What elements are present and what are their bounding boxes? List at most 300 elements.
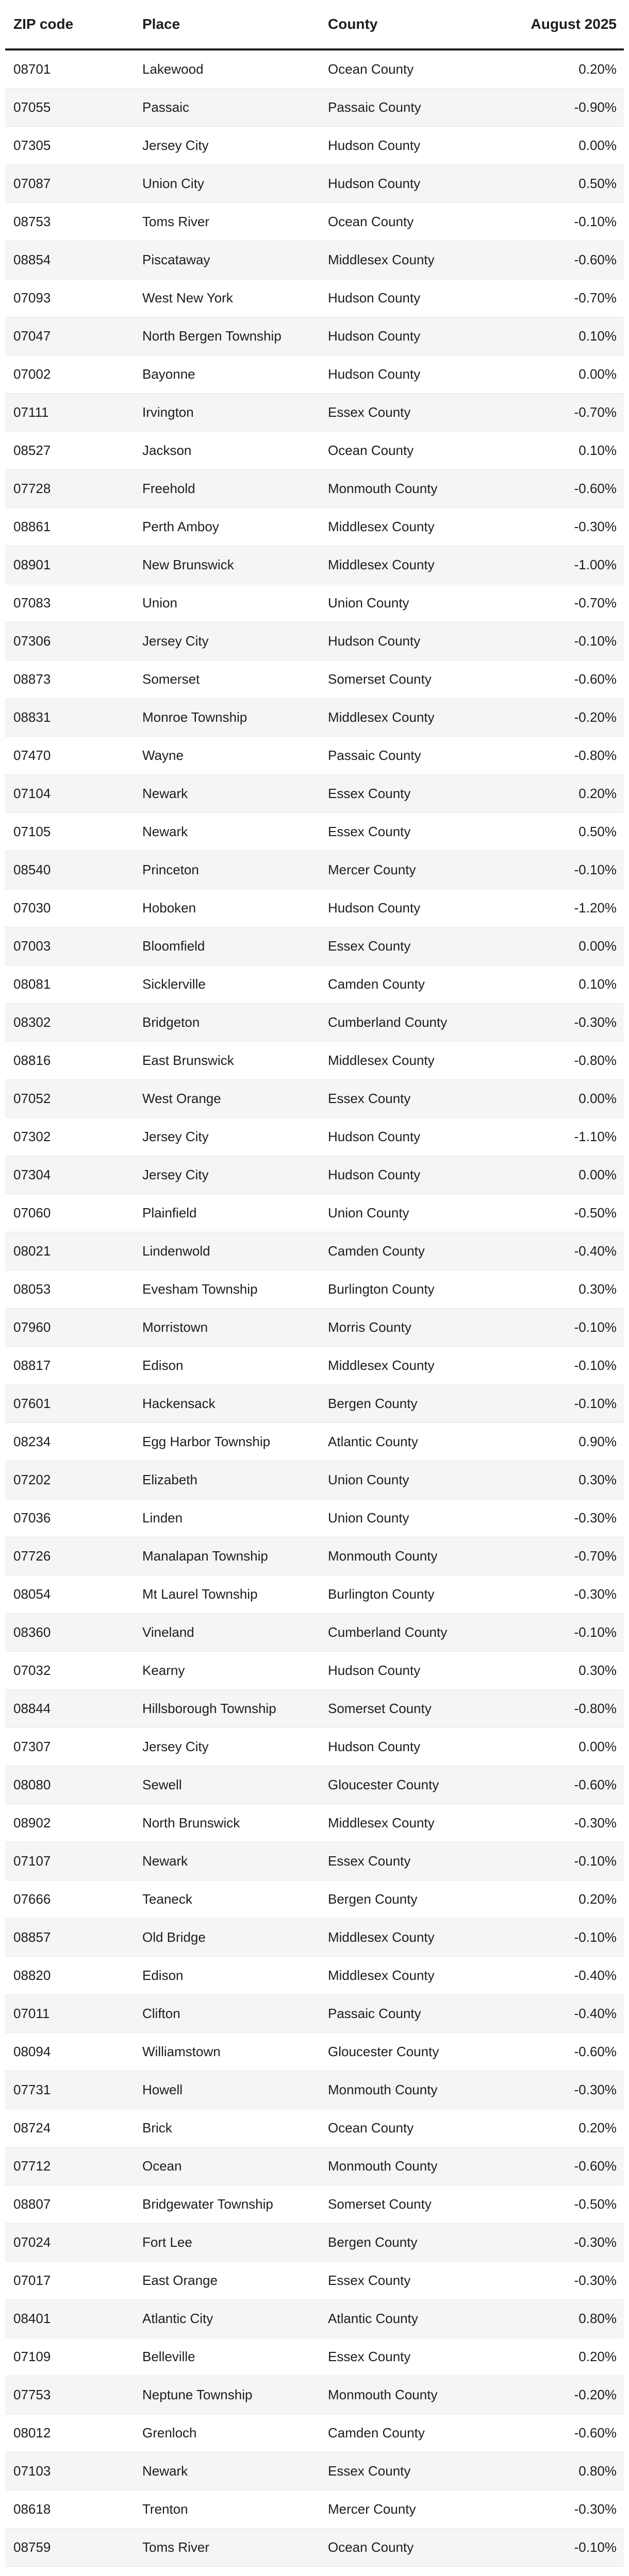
table-row	[5, 432, 624, 470]
value-cell: -0.10%	[574, 633, 617, 649]
table-row	[5, 1804, 624, 1842]
table-row	[5, 2452, 624, 2490]
zip-cell: 07087	[13, 176, 51, 191]
place-cell: Atlantic City	[142, 2311, 213, 2326]
county-cell: Somerset County	[328, 671, 432, 687]
data-table	[5, 0, 624, 2576]
zip-cell: 08901	[13, 557, 51, 572]
place-cell: Trenton	[142, 2501, 188, 2517]
place-cell: Elizabeth	[142, 1472, 197, 1487]
zip-cell: 08302	[13, 1014, 51, 1030]
county-cell: Monmouth County	[328, 2387, 438, 2402]
place-cell: Hoboken	[142, 900, 196, 916]
zip-cell: 08831	[13, 709, 51, 725]
county-cell: Essex County	[328, 1091, 411, 1106]
zip-cell: 07052	[13, 1091, 51, 1106]
place-cell: Sewell	[142, 1777, 182, 1792]
zip-cell: 07104	[13, 786, 51, 801]
zip-cell: 07202	[13, 1472, 51, 1487]
table-row	[5, 2185, 624, 2224]
county-cell: Atlantic County	[328, 1434, 418, 1449]
county-cell: Passaic County	[328, 748, 421, 763]
table-row	[5, 660, 624, 699]
county-cell: Monmouth County	[328, 2158, 438, 2174]
value-cell: 0.10%	[578, 328, 617, 344]
table-row	[5, 889, 624, 927]
county-cell: Gloucester County	[328, 2044, 439, 2059]
county-cell: Essex County	[328, 938, 411, 954]
table-row	[5, 813, 624, 851]
value-cell: 0.20%	[578, 2120, 617, 2136]
zip-cell: 07111	[13, 404, 49, 420]
county-cell: Ocean County	[328, 61, 414, 77]
table-row	[5, 2338, 624, 2376]
place-cell: North Brunswick	[142, 1815, 240, 1831]
value-cell: 0.30%	[578, 1281, 617, 1297]
county-cell: Burlington County	[328, 1586, 435, 1602]
zip-cell: 07305	[13, 138, 51, 153]
county-cell: Mercer County	[328, 2501, 416, 2517]
value-cell: -0.10%	[574, 1624, 617, 1640]
zip-cell: 08360	[13, 1624, 51, 1640]
value-cell: -0.30%	[574, 1014, 617, 1030]
value-cell: -0.80%	[574, 748, 617, 763]
table-row	[5, 1347, 624, 1385]
zip-cell: 07304	[13, 1167, 51, 1182]
value-cell: 0.30%	[578, 1472, 617, 1487]
table-row	[5, 1575, 624, 1614]
table-row	[5, 2147, 624, 2185]
zip-cell: 07036	[13, 1510, 51, 1526]
zip-cell: 07107	[13, 1853, 51, 1869]
value-cell: -0.60%	[574, 2425, 617, 2441]
county-cell: Essex County	[328, 2463, 411, 2479]
county-cell: Hudson County	[328, 1739, 421, 1754]
zip-cell: 08618	[13, 2501, 51, 2517]
place-cell: West Orange	[142, 1091, 221, 1106]
zip-cell: 07728	[13, 481, 51, 496]
place-cell: Howell	[142, 2082, 183, 2097]
county-cell: Ocean County	[328, 2120, 414, 2136]
header-place[interactable]: Place	[142, 16, 180, 32]
table-header	[5, 0, 624, 50]
table-row	[5, 1309, 624, 1347]
value-cell: -0.80%	[574, 1053, 617, 1068]
place-cell: Freehold	[142, 481, 195, 496]
zip-cell: 07083	[13, 595, 51, 611]
zip-cell: 08759	[13, 2539, 51, 2555]
value-cell: 0.00%	[578, 1167, 617, 1182]
table-row	[5, 2109, 624, 2147]
value-cell: 0.80%	[578, 2463, 617, 2479]
place-cell: Manalapan Township	[142, 1548, 268, 1564]
county-cell: Hudson County	[328, 1663, 421, 1678]
zip-cell: 08701	[13, 61, 51, 77]
table-row	[5, 927, 624, 965]
value-cell: -0.70%	[574, 595, 617, 611]
zip-cell: 08724	[13, 2120, 51, 2136]
county-cell: Passaic County	[328, 99, 421, 115]
county-cell: Hudson County	[328, 900, 421, 916]
table-row	[5, 2033, 624, 2071]
place-cell: Jersey City	[142, 138, 209, 153]
zip-cell: 07302	[13, 1129, 51, 1144]
table-row	[5, 317, 624, 355]
place-cell: Fort Lee	[142, 2234, 192, 2250]
table-row	[5, 1232, 624, 1270]
table-row	[5, 1499, 624, 1537]
place-cell: Ocean	[142, 2158, 182, 2174]
value-cell: 0.50%	[578, 824, 617, 839]
place-cell: Jersey City	[142, 1129, 209, 1144]
table-row	[5, 1042, 624, 1080]
place-cell: Edison	[142, 1358, 184, 1373]
county-cell: Monmouth County	[328, 1548, 438, 1564]
value-cell: 0.00%	[578, 1091, 617, 1106]
zip-cell: 07306	[13, 633, 51, 649]
table-row	[5, 2414, 624, 2452]
table-row	[5, 2376, 624, 2414]
zip-cell: 07003	[13, 938, 51, 954]
place-cell: Sicklerville	[142, 976, 206, 992]
county-cell: Monmouth County	[328, 481, 438, 496]
place-cell: Hackensack	[142, 1396, 216, 1411]
table-row	[5, 2224, 624, 2262]
table-row	[5, 1880, 624, 1919]
value-cell: -0.30%	[574, 2234, 617, 2250]
zip-cell: 07002	[13, 366, 51, 382]
county-cell: Union County	[328, 1472, 409, 1487]
place-cell: Irvington	[142, 404, 194, 420]
county-cell: Camden County	[328, 1243, 425, 1259]
value-cell: 0.20%	[578, 2349, 617, 2364]
place-cell: Toms River	[142, 214, 210, 229]
county-cell: Gloucester County	[328, 1777, 439, 1792]
county-cell: Essex County	[328, 404, 411, 420]
place-cell: Plainfield	[142, 1205, 197, 1221]
zip-cell: 07470	[13, 748, 51, 763]
place-cell: Jackson	[142, 443, 192, 458]
table-row	[5, 1537, 624, 1575]
value-cell: -0.30%	[574, 1586, 617, 1602]
county-cell: Cumberland County	[328, 1624, 448, 1640]
table-row	[5, 1194, 624, 1232]
value-cell: -0.10%	[574, 1358, 617, 1373]
zip-cell: 07011	[13, 2006, 50, 2021]
county-cell: Somerset County	[328, 2196, 432, 2212]
value-cell: 0.00%	[578, 1739, 617, 1754]
table-row	[5, 1004, 624, 1042]
zip-cell: 08854	[13, 252, 51, 267]
value-cell: -0.60%	[574, 1777, 617, 1792]
county-cell: Middlesex County	[328, 519, 435, 534]
table-row	[5, 1919, 624, 1957]
county-cell: Bergen County	[328, 1891, 418, 1907]
value-cell: -0.60%	[574, 481, 617, 496]
table-row	[5, 50, 624, 89]
zip-cell: 08527	[13, 443, 51, 458]
zip-cell: 07601	[13, 1396, 51, 1411]
value-cell: -0.10%	[574, 1396, 617, 1411]
place-cell: Hillsborough Township	[142, 1701, 276, 1716]
place-cell: Newark	[142, 786, 188, 801]
zip-cell: 08753	[13, 214, 51, 229]
place-cell: Toms River	[142, 2539, 210, 2555]
table-row	[5, 775, 624, 813]
county-cell: Essex County	[328, 824, 411, 839]
zip-cell: 07103	[13, 2463, 51, 2479]
place-cell: Brick	[142, 2120, 172, 2136]
value-cell: -0.50%	[574, 1205, 617, 1221]
county-cell: Middlesex County	[328, 1968, 435, 1983]
zip-cell: 08540	[13, 862, 51, 877]
value-cell: 0.20%	[578, 1891, 617, 1907]
place-cell: West New York	[142, 290, 233, 306]
county-cell: Burlington County	[328, 1281, 435, 1297]
zip-cell: 07047	[13, 328, 51, 344]
value-cell: 0.30%	[578, 1663, 617, 1678]
zip-cell: 07726	[13, 1548, 51, 1564]
table-row	[5, 546, 624, 584]
place-cell: Lindenwold	[142, 1243, 210, 1259]
value-cell: -0.60%	[574, 2044, 617, 2059]
value-cell: 0.00%	[578, 366, 617, 382]
place-cell: Princeton	[142, 862, 199, 877]
zip-cell: 08401	[13, 2311, 51, 2326]
value-cell: -0.30%	[574, 2082, 617, 2097]
county-cell: Hudson County	[328, 138, 421, 153]
value-cell: 0.00%	[578, 938, 617, 954]
zip-cell: 07030	[13, 900, 51, 916]
value-cell: -0.10%	[574, 1319, 617, 1335]
table-row	[5, 622, 624, 660]
county-cell: Hudson County	[328, 1129, 421, 1144]
header-county[interactable]: County	[328, 16, 378, 32]
value-cell: 0.80%	[578, 2311, 617, 2326]
table-row	[5, 2071, 624, 2109]
county-cell: Essex County	[328, 2273, 411, 2288]
zip-cell: 08873	[13, 671, 51, 687]
place-cell: Bloomfield	[142, 938, 205, 954]
zip-cell: 07060	[13, 1205, 51, 1221]
county-cell: Hudson County	[328, 366, 421, 382]
table-row	[5, 1652, 624, 1690]
zip-cell: 08861	[13, 519, 51, 534]
county-cell: Ocean County	[328, 443, 414, 458]
county-cell: Camden County	[328, 976, 425, 992]
value-cell: -0.20%	[574, 2387, 617, 2402]
place-cell: Kearny	[142, 1663, 185, 1678]
zip-cell: 08021	[13, 1243, 51, 1259]
header-august-2025[interactable]: August 2025	[531, 16, 617, 32]
value-cell: -0.30%	[574, 1815, 617, 1831]
table-row	[5, 1614, 624, 1652]
value-cell: -0.30%	[574, 2273, 617, 2288]
county-cell: Union County	[328, 1510, 409, 1526]
value-cell: -0.30%	[574, 2501, 617, 2517]
place-cell: Edison	[142, 1968, 184, 1983]
zip-cell: 07105	[13, 824, 51, 839]
value-cell: 0.50%	[578, 176, 617, 191]
county-cell: Atlantic County	[328, 2311, 418, 2326]
table-row	[5, 470, 624, 508]
place-cell: Passaic	[142, 99, 190, 115]
zip-cell: 08053	[13, 1281, 51, 1297]
table-row	[5, 1995, 624, 2033]
table-row	[5, 2529, 624, 2567]
table-row	[5, 2300, 624, 2338]
table-row	[5, 2567, 624, 2576]
zip-cell: 07712	[13, 2158, 51, 2174]
place-cell: New Brunswick	[142, 557, 234, 572]
place-cell: Grenloch	[142, 2425, 197, 2441]
value-cell: -0.40%	[574, 2006, 617, 2021]
county-cell: Middlesex County	[328, 1929, 435, 1945]
value-cell: -1.20%	[574, 900, 617, 916]
zip-cell: 08080	[13, 1777, 51, 1792]
place-cell: Old Bridge	[142, 1929, 206, 1945]
county-cell: Hudson County	[328, 633, 421, 649]
table-row	[5, 1156, 624, 1194]
table-row	[5, 89, 624, 127]
zip-cell: 07960	[13, 1319, 51, 1335]
zip-cell: 08902	[13, 1815, 51, 1831]
table-row	[5, 2262, 624, 2300]
value-cell: 0.10%	[578, 976, 617, 992]
table-row	[5, 127, 624, 165]
zip-cell: 08857	[13, 1929, 51, 1945]
county-cell: Hudson County	[328, 328, 421, 344]
table-row	[5, 1080, 624, 1118]
table-row	[5, 1385, 624, 1423]
place-cell: Union	[142, 595, 177, 611]
value-cell: -0.90%	[574, 99, 617, 115]
zip-cell: 07753	[13, 2387, 51, 2402]
value-cell: -1.00%	[574, 557, 617, 572]
county-cell: Union County	[328, 1205, 409, 1221]
place-cell: Union City	[142, 176, 204, 191]
place-cell: Linden	[142, 1510, 183, 1526]
county-cell: Ocean County	[328, 214, 414, 229]
header-zip[interactable]: ZIP code	[13, 16, 74, 32]
table-row	[5, 1957, 624, 1995]
zip-cell: 08817	[13, 1358, 51, 1373]
table-row	[5, 1690, 624, 1728]
value-cell: 0.90%	[578, 1434, 617, 1449]
table-row	[5, 1842, 624, 1880]
table-row	[5, 203, 624, 241]
county-cell: Camden County	[328, 2425, 425, 2441]
zip-cell: 07731	[13, 2082, 51, 2097]
value-cell: 0.20%	[578, 786, 617, 801]
county-cell: Ocean County	[328, 2539, 414, 2555]
table-row	[5, 165, 624, 203]
place-cell: Bridgewater Township	[142, 2196, 273, 2212]
place-cell: Clifton	[142, 2006, 180, 2021]
county-cell: Bergen County	[328, 2234, 418, 2250]
value-cell: -0.20%	[574, 709, 617, 725]
county-cell: Middlesex County	[328, 1815, 435, 1831]
place-cell: Piscataway	[142, 252, 210, 267]
county-cell: Morris County	[328, 1319, 411, 1335]
value-cell: -0.30%	[574, 519, 617, 534]
county-cell: Essex County	[328, 786, 411, 801]
county-cell: Middlesex County	[328, 557, 435, 572]
table-row	[5, 394, 624, 432]
place-cell: Neptune Township	[142, 2387, 253, 2402]
value-cell: -0.50%	[574, 2196, 617, 2212]
zip-cell: 07666	[13, 1891, 51, 1907]
place-cell: Teaneck	[142, 1891, 192, 1907]
value-cell: 0.00%	[578, 138, 617, 153]
zip-cell: 07024	[13, 2234, 51, 2250]
place-cell: Morristown	[142, 1319, 208, 1335]
value-cell: -0.30%	[574, 1510, 617, 1526]
county-cell: Hudson County	[328, 290, 421, 306]
table-row	[5, 279, 624, 317]
county-cell: Hudson County	[328, 1167, 421, 1182]
table-row	[5, 355, 624, 394]
place-cell: Bridgeton	[142, 1014, 200, 1030]
place-cell: East Brunswick	[142, 1053, 234, 1068]
table-row	[5, 1728, 624, 1766]
place-cell: Belleville	[142, 2349, 195, 2364]
value-cell: -0.40%	[574, 1968, 617, 1983]
table-row	[5, 584, 624, 622]
value-cell: -0.60%	[574, 671, 617, 687]
table-row	[5, 965, 624, 1004]
place-cell: Evesham Township	[142, 1281, 258, 1297]
zip-cell: 08094	[13, 2044, 51, 2059]
zip-cell: 08816	[13, 1053, 51, 1068]
zip-cell: 07109	[13, 2349, 51, 2364]
county-cell: Essex County	[328, 1853, 411, 1869]
table-row	[5, 1423, 624, 1461]
table-row	[5, 241, 624, 279]
value-cell: -0.70%	[574, 1548, 617, 1564]
place-cell: Newark	[142, 824, 188, 839]
place-cell: Jersey City	[142, 633, 209, 649]
value-cell: -0.10%	[574, 214, 617, 229]
place-cell: Bayonne	[142, 366, 195, 382]
county-cell: Cumberland County	[328, 1014, 448, 1030]
table-row	[5, 737, 624, 775]
county-cell: Hudson County	[328, 176, 421, 191]
place-cell: Mt Laurel Township	[142, 1586, 258, 1602]
value-cell: -0.10%	[574, 862, 617, 877]
zip-cell: 07032	[13, 1663, 51, 1678]
table-row	[5, 2490, 624, 2529]
table-body	[5, 50, 624, 2576]
place-cell: East Orange	[142, 2273, 218, 2288]
place-cell: Egg Harbor Township	[142, 1434, 271, 1449]
value-cell: -0.80%	[574, 1701, 617, 1716]
county-cell: Union County	[328, 595, 409, 611]
county-cell: Mercer County	[328, 862, 416, 877]
zip-cell: 08234	[13, 1434, 51, 1449]
table-row	[5, 851, 624, 889]
value-cell: -0.40%	[574, 1243, 617, 1259]
county-cell: Somerset County	[328, 1701, 432, 1716]
place-cell: Vineland	[142, 1624, 194, 1640]
county-cell: Middlesex County	[328, 1053, 435, 1068]
zip-cell: 08081	[13, 976, 51, 992]
zip-cell: 08820	[13, 1968, 51, 1983]
zip-cell: 08807	[13, 2196, 51, 2212]
zip-cell: 08012	[13, 2425, 51, 2441]
value-cell: -0.10%	[574, 2539, 617, 2555]
table-row	[5, 1270, 624, 1309]
